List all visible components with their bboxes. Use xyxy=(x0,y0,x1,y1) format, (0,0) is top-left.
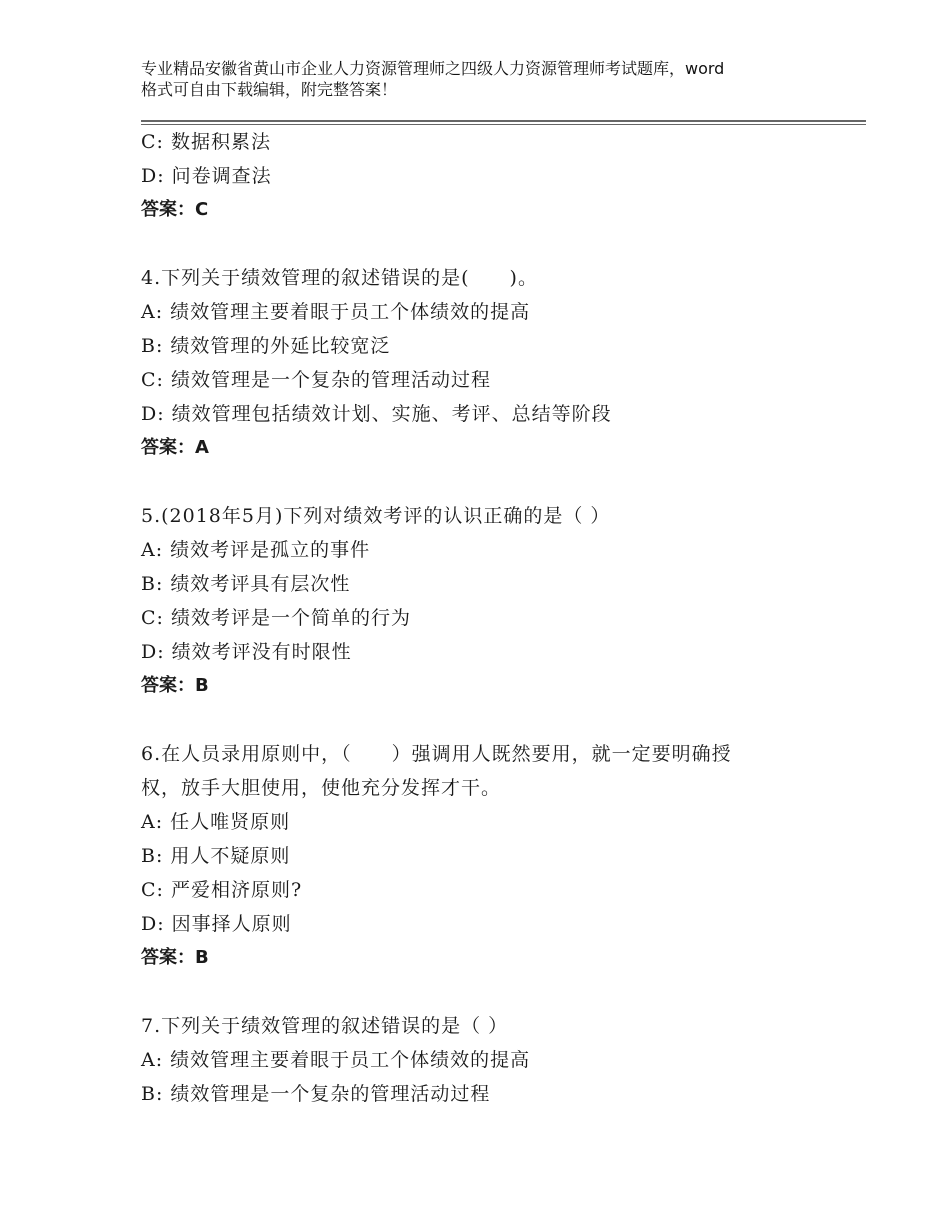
option-c: C: 数据积累法 xyxy=(141,131,271,153)
question-stem: 4.下列关于绩效管理的叙述错误的是( )。 xyxy=(141,267,538,289)
question-list xyxy=(141,125,841,1111)
option-a: A: 绩效管理主要着眼于员工个体绩效的提高 xyxy=(141,301,531,323)
header-rule-thick xyxy=(141,120,866,122)
option-c: C: 绩效考评是一个简单的行为 xyxy=(141,607,411,629)
spacer xyxy=(141,465,841,499)
question-3-continued xyxy=(141,125,841,227)
option-b: B: 绩效考评具有层次性 xyxy=(141,573,351,595)
document-header xyxy=(141,58,831,100)
answer: 答案：B xyxy=(141,947,209,968)
option-b: B: 用人不疑原则 xyxy=(141,845,291,867)
header-line-1: 专业精品安徽省黄山市企业人力资源管理师之四级人力资源管理师考试题库，word xyxy=(141,59,725,78)
option-a: A: 任人唯贤原则 xyxy=(141,811,291,833)
option-d: D: 绩效管理包括绩效计划、实施、考评、总结等阶段 xyxy=(141,403,612,425)
spacer xyxy=(141,227,841,261)
question-4 xyxy=(141,261,841,465)
spacer xyxy=(141,703,841,737)
option-d: D: 因事择人原则 xyxy=(141,913,292,935)
question-stem-line-2: 权，放手大胆使用，使他充分发挥才干。 xyxy=(141,777,502,799)
option-d: D: 问卷调查法 xyxy=(141,165,272,187)
question-7 xyxy=(141,1009,841,1111)
header-line-2: 格式可自由下载编辑，附完整答案！ xyxy=(141,80,398,99)
option-b: B: 绩效管理的外延比较宽泛 xyxy=(141,335,391,357)
option-a: A: 绩效管理主要着眼于员工个体绩效的提高 xyxy=(141,1049,531,1071)
answer: 答案：C xyxy=(141,199,209,220)
option-b: B: 绩效管理是一个复杂的管理活动过程 xyxy=(141,1083,491,1105)
option-d: D: 绩效考评没有时限性 xyxy=(141,641,352,663)
option-c: C: 严爱相济原则? xyxy=(141,879,303,901)
option-a: A: 绩效考评是孤立的事件 xyxy=(141,539,371,561)
question-stem: 7.下列关于绩效管理的叙述错误的是（ ） xyxy=(141,1015,509,1037)
spacer xyxy=(141,975,841,1009)
answer: 答案：B xyxy=(141,675,209,696)
answer: 答案：A xyxy=(141,437,209,458)
question-5 xyxy=(141,499,841,703)
option-c: C: 绩效管理是一个复杂的管理活动过程 xyxy=(141,369,491,391)
question-stem-line-1: 6.在人员录用原则中，（ ）强调用人既然要用，就一定要明确授 xyxy=(141,743,732,765)
question-6 xyxy=(141,737,841,975)
question-stem: 5.(2018年5月)下列对绩效考评的认识正确的是（ ） xyxy=(141,505,611,527)
